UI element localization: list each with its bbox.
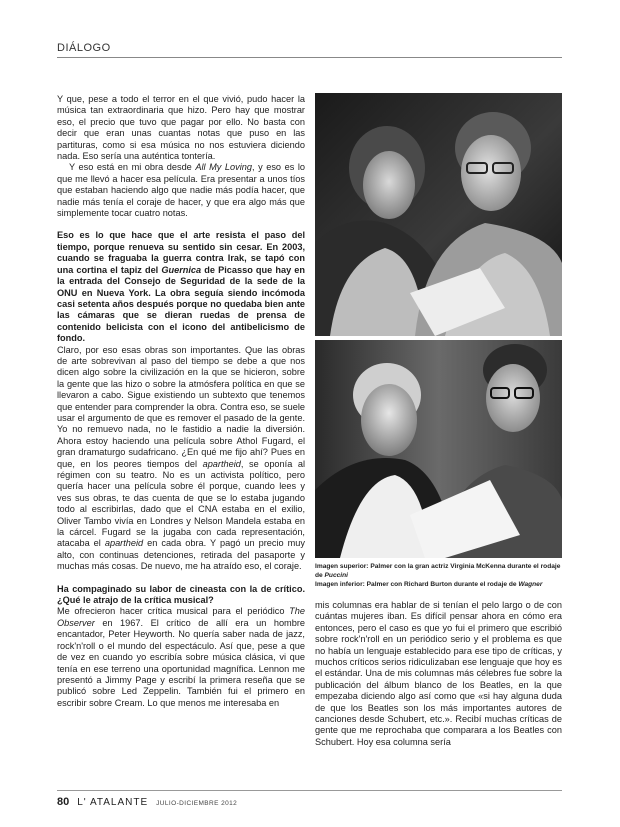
film-title: Wagner xyxy=(518,581,543,588)
right-column xyxy=(315,600,562,748)
paragraph-text: Y que, pese a todo el terror en el que vivió, pudo hacer la música tan extraordinaria que hizo. Pero hay que mostrar eso, el precio que tuvo que pagar por ello. No basta con decir que eran unas cuantas notas que puso en las partituras, como si esa música no nos estuviera diciendo nada. Eso sería una auténtica tontería. xyxy=(57,94,305,162)
magazine-name: L' ATALANTE xyxy=(77,797,149,808)
photo-image xyxy=(315,93,562,336)
bottom-rule xyxy=(57,790,562,791)
paragraph: mis columnas era hablar de si tenían el pelo largo o de con cuántas mujeres iban. Es difícil pensar ahora en cómo era entonces, pero el caso es que yo fui el primero que escribió sobre rock'n'roll en un periódico serio y el problema es que no había un lenguaje establecido para ese tipo de críticas, y muchos críticos serios ridiculizaban ese lenguaje que hoy es el estándar. Una de mis columnas más célebres fue sobre la publicación del álbum blanco de los Beatles, en la que empezaba diciendo algo así como que «si hay alguna duda de que los Beatles son los más importantes autores de canciones desde Schubert, etc.». Recibí muchas críticas de gente que me reprochaba que comparara a los Beatles con Schubert. Hoy esa columna sería xyxy=(315,600,562,747)
top-rule xyxy=(57,57,562,58)
work-title: All My Loving xyxy=(195,162,252,173)
photo-captions xyxy=(315,562,565,589)
answer-text: Me ofrecieron hacer crítica musical para el periódico xyxy=(57,606,290,617)
emphasis: apartheid xyxy=(202,458,241,469)
left-column xyxy=(57,94,305,709)
page-footer xyxy=(57,796,237,808)
caption-top xyxy=(315,562,565,580)
paragraph-text: Y eso está en mi obra desde xyxy=(69,162,196,173)
caption-bottom xyxy=(315,580,565,589)
question-text: Ha compaginado su labor de cineasta con la de crítico. ¿Qué le atrajo de la crítica musical? xyxy=(57,583,305,606)
caption-text: Imagen superior: Palmer con la gran actriz Virginia McKenna durante el rodaje de xyxy=(315,563,561,579)
issue-date: JULIO-DICIEMBRE 2012 xyxy=(156,800,238,807)
paragraph-text: , y eso es lo que me llevó a hacer esa película. Era presentar a unos tíos que estaban haciendo algo que nadie más podía hacer, que nadie más tenía el coraje de hacer, y que era algo más que simplemente tocar cuatro notas. xyxy=(57,162,306,219)
interview-answer xyxy=(57,606,305,709)
interview-question xyxy=(57,584,305,607)
answer-text: en 1967. El crítico de allí era un hombre encantador, Peter Heyworth. No quería saber nada de jazz, rock'n'roll o el mundo del espectáculo. Así que, pese a que de vez en cuando yo escribía sobre música clásica, vi que tenía en ese terreno una oportunidad magnífica. Lennon me presentó a Jimmy Page y escribí la primera reseña que se publicó sobre Led Zeppelin. También fui el primero en escribir sobre Cream. Lo que menos me interesaba en xyxy=(57,617,305,708)
question-text: Eso es lo que hace que el arte resista el paso del tiempo, porque renueva su sentido sin cesar. En 2003, cuando se fraguaba la guerra contra Irak, se tapó con una cortina el tapiz del xyxy=(57,230,305,275)
film-title: Puccini xyxy=(324,572,348,579)
question-text: de Picasso que hay en la entrada del Consejo de Seguridad de la sede de la ONU en Nueva York. La obra seguía siendo incómoda casi setenta años después porque no quedaba bien ante las cámaras que se dieran ruedas de prensa de contenido belicista con el icono del antibelicismo de fondo. xyxy=(57,264,305,344)
page-number: 80 xyxy=(57,796,70,808)
answer-text: en cada obra. Y pagó un precio muy alto, con continuas detenciones, retirada del pasaporte y muchas más cosas. De nuevo, me ha atraído eso, el coraje. xyxy=(57,538,306,572)
photo-image xyxy=(315,340,562,558)
answer-text: Claro, por eso esas obras son importantes. Que las obras de arte sobrevivan al paso del tiempo se debe a que nos dicen algo sobre la civilización en la que se hicieron, sobre la gente que las hizo o sobre la atmósfera política en que se llevaron a cabo. Sigue existiendo un subtexto que tenemos que entender para comprender la obra. Contra eso, se suele usar el argumento de que es remover el pasado de la gente. Yo no remuevo nada, no le fastidio a nadie la diversión. Ahora estoy haciendo una película sobre Athol Fugard, el gran dramaturgo sudafricano. ¿En qué me fijo ahí? Pues en que, en los peores tiempos del xyxy=(57,344,305,469)
publication-title: The Observer xyxy=(57,606,305,628)
emphasis: apartheid xyxy=(104,538,144,549)
section-heading: DIÁLOGO xyxy=(57,42,111,54)
photo-palmer-burton xyxy=(315,340,562,558)
paragraph xyxy=(57,94,305,162)
work-title: Guernica xyxy=(161,264,202,275)
interview-answer xyxy=(57,345,305,573)
interview-question xyxy=(57,230,305,344)
caption-text: Imagen inferior: Palmer con Richard Burton durante el rodaje de xyxy=(315,581,519,588)
paragraph xyxy=(57,162,305,219)
answer-text: , se oponía al régimen con su teatro. No es un activista político, pero quería hacer una película sobre él porque, cuando lees y ves sus obras, te das cuenta de que se lo estaba jugando todo al escribirlas, dado que el CNA estaba en el exilio, Oliver Tambo vivía en Londres y Nelson Mandela estaba en la cárcel. Fugard se la jugaba con cada representación, atacaba el xyxy=(57,458,305,549)
photo-palmer-mckenna xyxy=(315,93,562,336)
